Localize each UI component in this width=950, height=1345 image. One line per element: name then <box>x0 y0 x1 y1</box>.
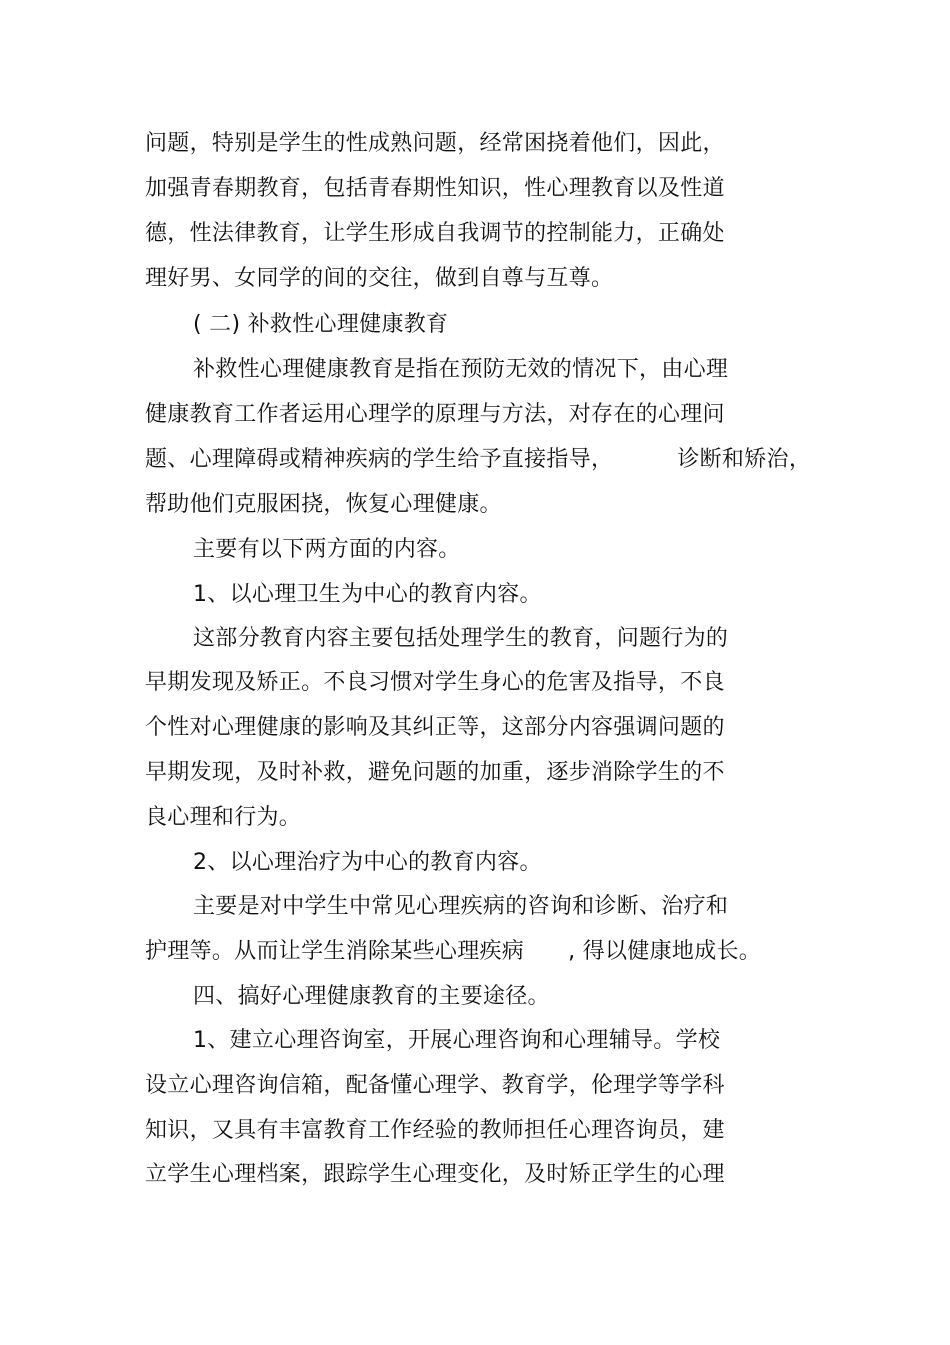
line-segment: 护理等。从而让学生消除某些心理疾病 <box>145 939 525 964</box>
line-segment: 题、心理障碍或精神疾病的学生给予直接指导， <box>145 447 614 472</box>
paragraph-line: 设立心理咨询信箱，配备懂心理学、教育学，伦理学等学科 <box>145 1073 725 1098</box>
paragraph-line: 帮助他们克服困挠，恢复心理健康。 <box>145 492 502 517</box>
subsection-heading: 1、以心理卫生为中心的教育内容。 <box>193 582 542 607</box>
paragraph-line: 主要有以下两方面的内容。 <box>193 537 461 562</box>
line-segment: 诊断和矫治， <box>677 447 812 472</box>
paragraph-line: 立学生心理档案，跟踪学生心理变化，及时矫正学生的心理 <box>145 1162 725 1187</box>
paragraph-line: 主要是对中学生中常见心理疾病的咨询和诊断、治疗和 <box>193 894 729 919</box>
paragraph-line: 良心理和行为。 <box>145 805 302 830</box>
paragraph-line: 补救性心理健康教育是指在预防无效的情况下，由心理 <box>193 357 729 382</box>
paragraph-line: 问题，特别是学生的性成熟问题，经常困挠着他们，因此， <box>145 131 725 156</box>
paragraph-line: 理好男、女同学的间的交往，做到自尊与互尊。 <box>145 266 614 291</box>
section-heading: 四、搞好心理健康教育的主要途径。 <box>193 984 550 1009</box>
paragraph-line: 健康教育工作者运用心理学的原理与方法，对存在的心理问 <box>145 402 725 427</box>
paragraph-line: 加强青春期教育，包括青春期性知识，性心理教育以及性道 <box>145 176 725 201</box>
paragraph-line <box>145 937 761 967</box>
subsection-heading: 2、以心理治疗为中心的教育内容。 <box>193 850 542 875</box>
paragraph-line: 这部分教育内容主要包括处理学生的教育，问题行为的 <box>193 626 729 651</box>
paragraph-line: 早期发现，及时补救，避免问题的加重，逐步消除学生的不 <box>145 760 725 785</box>
paragraph-line: 早期发现及矫正。不良习惯对学生身心的危害及指导，不良 <box>145 670 725 695</box>
paragraph-line: 知识，又具有丰富教育工作经验的教师担任心理咨询员，建 <box>145 1118 725 1143</box>
section-heading: ( 二) 补救性心理健康教育 <box>193 312 449 337</box>
paragraph-line: 1、建立心理咨询室，开展心理咨询和心理辅导。学校 <box>193 1028 721 1053</box>
line-segment: , 得以健康地成长。 <box>568 939 762 964</box>
paragraph-line: 个性对心理健康的影响及其纠正等，这部分内容强调问题的 <box>145 715 725 740</box>
paragraph-line <box>145 445 811 475</box>
paragraph-line: 德，性法律教育，让学生形成自我调节的控制能力，正确处 <box>145 221 725 246</box>
